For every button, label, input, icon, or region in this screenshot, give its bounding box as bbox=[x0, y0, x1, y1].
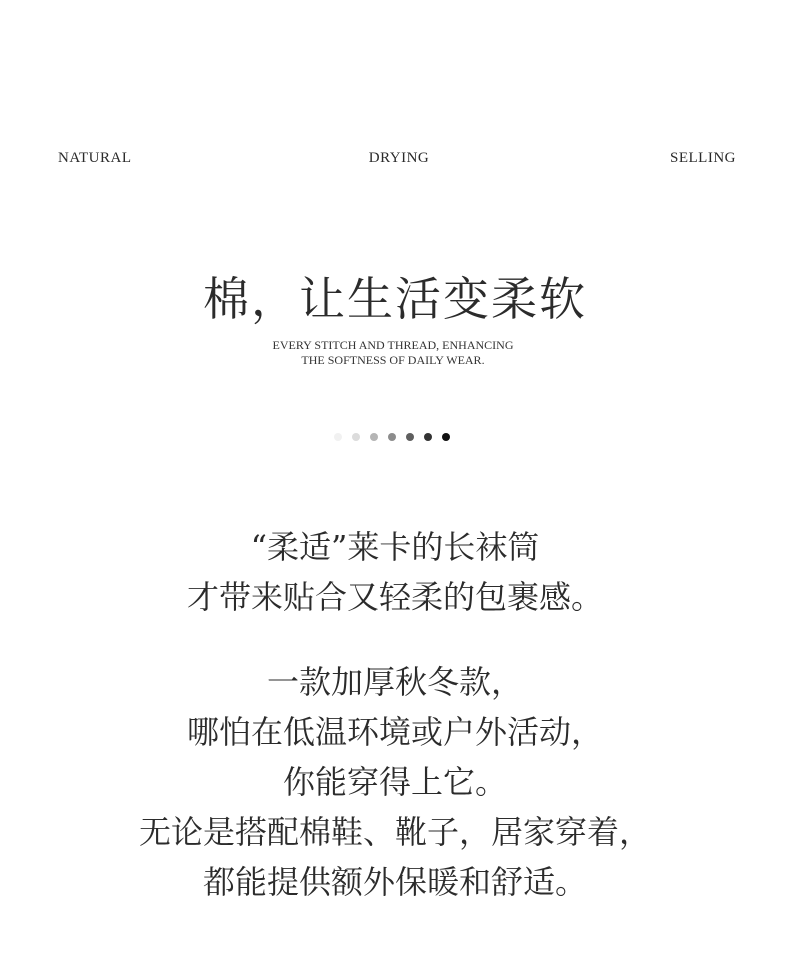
label-drying: DRYING bbox=[368, 150, 430, 166]
carousel-dot-1[interactable] bbox=[334, 433, 342, 441]
label-selling: SELLING bbox=[670, 150, 736, 166]
paragraph-2-line: 都能提供额外保暖和舒适。 bbox=[202, 863, 587, 901]
paragraph-1-line: “柔适”莱卡的长袜筒 bbox=[250, 528, 540, 566]
paragraph-2-line: 一款加厚秋冬款， bbox=[266, 663, 523, 701]
carousel-dot-4[interactable] bbox=[388, 433, 396, 441]
description-paragraph-2 bbox=[0, 657, 790, 907]
carousel-dot-7[interactable] bbox=[442, 433, 450, 441]
carousel-dot-5[interactable] bbox=[406, 433, 414, 441]
label-natural: NATURAL bbox=[58, 150, 132, 166]
hero-title: 棉，让生活变柔软 bbox=[203, 272, 587, 326]
carousel-dot-2[interactable] bbox=[352, 433, 360, 441]
carousel-dot-3[interactable] bbox=[370, 433, 378, 441]
carousel-dot-6[interactable] bbox=[424, 433, 432, 441]
paragraph-2-line: 哪怕在低温环境或户外活动， bbox=[186, 713, 603, 751]
hero-subtitle-line-1: EVERY STITCH AND THREAD, ENHANCING bbox=[272, 338, 514, 352]
carousel-indicator bbox=[334, 433, 450, 441]
paragraph-2-line: 你能穿得上它。 bbox=[282, 763, 507, 801]
description-paragraph-1 bbox=[0, 522, 790, 622]
paragraph-2-line: 无论是搭配棉鞋、靴子，居家穿着， bbox=[138, 813, 651, 851]
hero-subtitle bbox=[0, 338, 786, 368]
paragraph-1-line: 才带来贴合又轻柔的包裹感。 bbox=[186, 578, 603, 616]
hero-subtitle-line-2: THE SOFTNESS OF DAILY WEAR. bbox=[301, 353, 485, 367]
